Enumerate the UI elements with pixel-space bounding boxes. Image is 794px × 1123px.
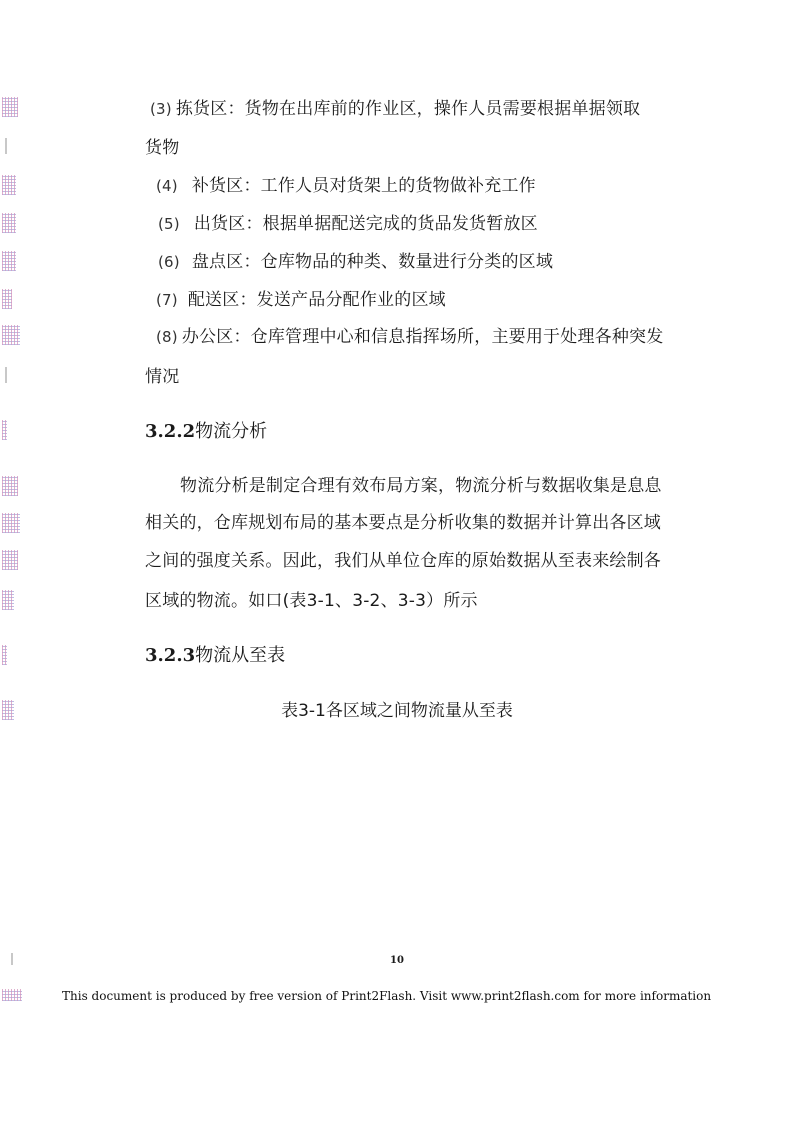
table-caption: 表3-1各区域之间物流量从至表 <box>281 701 513 721</box>
list-item-text: 配送区：发送产品分配作业的区域 <box>187 290 446 310</box>
list-number: (3) <box>150 100 172 118</box>
list-item-7 <box>156 289 446 311</box>
list-number: (5) <box>158 215 180 233</box>
margin-mark <box>2 325 20 345</box>
list-item-text: 拣货区：货物在出库前的作业区，操作人员需要根据单据领取 <box>175 99 641 119</box>
paragraph-line: 之间的强度关系。因此，我们从单位仓库的原始数据从至表来绘制各 <box>145 551 661 571</box>
list-item-5 <box>158 213 538 235</box>
list-item-text: 办公区：仓库管理中心和信息指挥场所，主要用于处理各种突发 <box>181 327 664 347</box>
paragraph-line: 物流分析是制定合理有效布局方案，物流分析与数据收集是息息 <box>180 476 662 496</box>
margin-mark <box>2 989 22 1001</box>
margin-mark <box>2 420 7 440</box>
list-number: (8) <box>156 328 178 346</box>
list-item-text: 盘点区：仓库物品的种类、数量进行分类的区域 <box>191 252 554 272</box>
margin-mark <box>2 645 7 665</box>
margin-mark <box>2 476 18 496</box>
list-item-3 <box>150 98 640 120</box>
margin-mark <box>2 97 18 117</box>
paragraph-line: 相关的，仓库规划布局的基本要点是分析收集的数据并计算出各区域 <box>145 513 661 533</box>
margin-mark <box>2 289 12 309</box>
margin-mark <box>2 175 16 195</box>
margin-mark <box>5 138 7 154</box>
section-number: 3.2.2 <box>145 421 196 442</box>
list-item-8-continuation: 情况 <box>145 367 180 387</box>
list-number: (6) <box>158 253 180 271</box>
section-title: 物流分析 <box>195 421 268 442</box>
list-item-text: 出货区：根据单据配送完成的货品发货暂放区 <box>193 214 538 234</box>
list-number: (7) <box>156 291 178 309</box>
margin-mark <box>2 590 14 610</box>
list-item-text: 补货区：工作人员对货架上的货物做补充工作 <box>191 176 536 196</box>
margin-mark <box>2 213 16 233</box>
list-item-4 <box>156 175 536 197</box>
margin-mark <box>2 513 20 533</box>
section-heading-3-2-2 <box>145 420 267 444</box>
list-number: (4) <box>156 177 178 195</box>
section-number: 3.2.3 <box>145 645 196 666</box>
page-number: 10 <box>390 955 404 966</box>
list-item-8 <box>156 326 663 348</box>
section-title: 物流从至表 <box>195 645 286 666</box>
margin-mark <box>2 251 16 271</box>
margin-mark <box>2 550 18 570</box>
section-heading-3-2-3 <box>145 644 285 668</box>
list-item-3-continuation: 货物 <box>145 138 180 158</box>
footer-notice: This document is produced by free version of Print2Flash. Visit www.print2flash.com for more information <box>62 989 712 1003</box>
paragraph-line: 区域的物流。如口(表3-1、3-2、3-3）所示 <box>145 591 478 611</box>
list-item-6 <box>158 251 553 273</box>
margin-mark <box>5 367 7 383</box>
